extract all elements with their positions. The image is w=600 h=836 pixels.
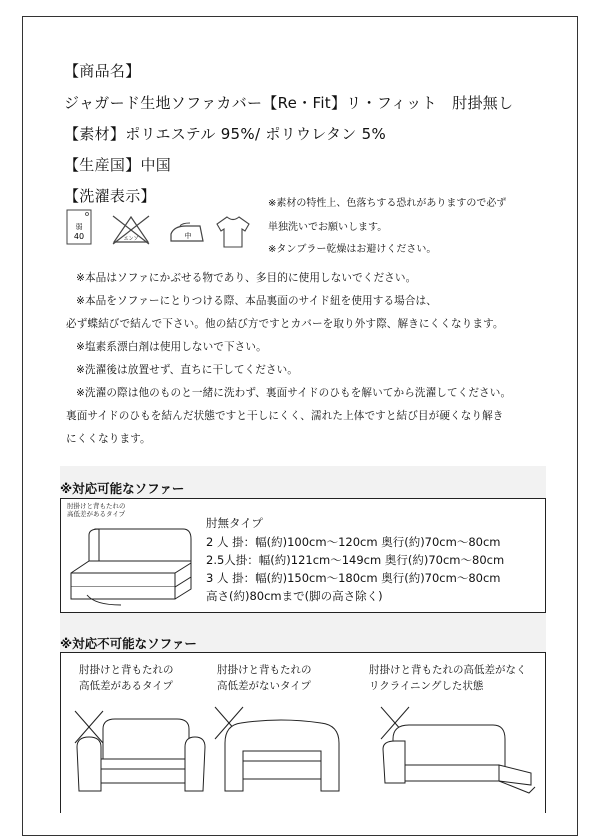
- notice-line-3: 必ず蝶結びで結んで下さい。他の結び方ですとカバーを取り外す際、解きにくくなります。: [66, 318, 504, 330]
- compatible-panel: [60, 498, 546, 613]
- notice-line-7: 裏面サイドのひもを結んだ状態ですと干しにくく、濡れた上体ですと結び目が硬くなり解き: [66, 410, 504, 422]
- ng-type-2-label-1: 肘掛けと背もたれの: [217, 664, 312, 676]
- wash-40-gentle-icon: [66, 209, 92, 245]
- notice-line-5: ※洗濯後は放置せず、直ちに干してください。: [76, 364, 299, 376]
- ng-type-1-label-2: 高低差があるタイプ: [79, 680, 173, 692]
- ng-type-2-label-2: 高低差がないタイプ: [217, 680, 311, 692]
- wash-tub-text-1: 弱: [75, 223, 83, 231]
- ng-type-1-label-1: 肘掛けと背もたれの: [79, 664, 174, 676]
- care-note-1: ※素材の特性上、色落ちする恐れがありますので必ず: [268, 198, 507, 209]
- material-line: 【素材】ポリエステル 95%/ ポリウレタン 5%: [64, 125, 387, 143]
- compatible-spec-1: 2 人 掛：幅(約)100cm～120cm 奥行(約)70cm～80cm: [206, 535, 501, 549]
- compatible-spec-4: 高さ(約)80cmまで(脚の高さ除く): [206, 589, 383, 603]
- ng-sofa-flat-armrest-illustration: [211, 699, 351, 799]
- armless-sofa-illustration: [65, 521, 197, 609]
- incompatible-sofa-section: [60, 626, 546, 813]
- notice-line-6: ※洗濯の際は他のものと一緒に洗わず、裏面サイドのひもを解いてから洗濯してください。: [76, 387, 512, 399]
- compatible-caption-2: 高低差があるタイプ: [67, 510, 126, 518]
- bleach-text: エンソ: [123, 236, 139, 242]
- notice-line-4: ※塩素系漂白剤は使用しないで下さい。: [76, 341, 267, 353]
- ng-sofa-armrest-high-illustration: [67, 699, 207, 799]
- product-name-heading: 【商品名】: [64, 62, 141, 80]
- care-note-2: 単独洗いでお願いします。: [268, 222, 388, 233]
- origin-line: 【生産国】中国: [64, 156, 172, 174]
- product-name: ジャガード生地ソファカバー【Re・Fit】リ・フィット 肘掛無し: [64, 94, 514, 112]
- no-chlorine-bleach-icon: [110, 214, 152, 246]
- wash-tub-text-2: 40: [73, 232, 85, 241]
- notice-line-8: にくくなります。: [66, 433, 151, 445]
- incompatible-panel: [60, 652, 546, 813]
- notice-line-1: ※本品はソファにかぶせる物であり、多目的に使用しないでください。: [76, 272, 417, 284]
- iron-text: 中: [184, 232, 192, 240]
- ng-type-3-label-2: リクライニングした状態: [369, 680, 484, 692]
- care-heading: 【洗濯表示】: [64, 187, 156, 205]
- iron-medium-icon: [168, 222, 206, 244]
- ng-sofa-reclining-illustration: [379, 699, 539, 799]
- hang-dry-icon: [214, 214, 252, 250]
- compatible-spec-2: 2.5人掛：幅(約)121cm～149cm 奥行(約)70cm～80cm: [206, 553, 505, 567]
- compatible-spec-3: 3 人 掛：幅(約)150cm～180cm 奥行(約)70cm～80cm: [206, 571, 501, 585]
- ng-type-3-label-1: 肘掛けと背もたれの高低差がなく: [369, 664, 527, 676]
- compatible-sofa-section: [60, 466, 546, 626]
- care-note-3: ※タンブラー乾燥はお避けください。: [268, 244, 437, 255]
- incompatible-title: ※対応不可能なソファー: [60, 636, 197, 651]
- compatible-type-label: 肘無タイプ: [206, 516, 263, 530]
- compatible-caption-1: 肘掛けと背もたれの: [67, 502, 126, 510]
- notice-line-2: ※本品をソファーにとりつける際、本品裏面のサイド紐を使用する場合は、: [76, 295, 437, 307]
- compatible-title: ※対応可能なソファー: [60, 481, 185, 496]
